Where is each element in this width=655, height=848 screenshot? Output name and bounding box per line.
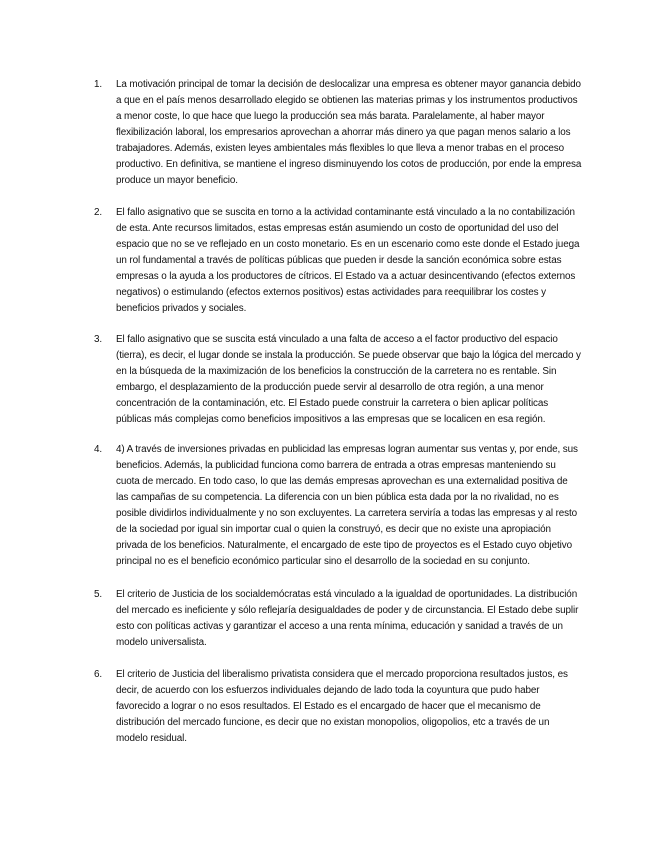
list-item-number: 6. (94, 669, 103, 680)
list-item-text: El fallo asignativo que se suscita está vinculado a una falta de acceso a el factor productivo del espacio (tierra), es decir, el lugar donde se instala la producción. Se puede observar que bajo la lógica del mercado y en la búsqueda de la maximización de los beneficios la construcción de la carretera no es rentable. Sin embargo, el desplazamiento de la producción puede servir al desarrollo de otra región, a una menor concentración de la contaminación, etc. El Estado puede construir la carretera o bien aplicar políticas públicas más complejas como beneficios impositivos a las empresas que se localicen en esa región. (116, 334, 581, 425)
list-item-text: El criterio de Justicia de los socialdemócratas está vinculado a la igualdad de oportunidades. La distribución del mercado es ineficiente y sólo reflejaría desigualdades de poder y de circunstancia. El Estado debe suplir esto con políticas activas y garantizar el acceso a una renta mínima, educación y sanidad a través de un modelo universalista. (116, 589, 579, 648)
numbered-list (94, 77, 582, 747)
list-item (94, 667, 582, 747)
list-item-text: La motivación principal de tomar la decisión de deslocalizar una empresa es obtener mayor ganancia debido a que en el país menos desarrollado elegido se obtienen las materias primas y los instrumentos productivos a menor coste, lo que hace que luego la producción sea más barata. Paralelamente, al haber mayor flexibilización laboral, los empresarios aprovechan a ahorrar más dinero ya que pagan menos salario a los trabajadores. Además, existen leyes ambientales más flexibles lo que lleva a menor trabas en el proceso productivo. En definitiva, se mantiene el ingreso disminuyendo los cotos de producción, por ende la empresa produce un mayor beneficio. (116, 79, 582, 186)
list-item (94, 205, 582, 317)
list-item (94, 332, 582, 428)
list-item (94, 442, 582, 570)
list-item (94, 77, 582, 189)
list-item-number: 1. (94, 79, 103, 90)
list-item-text: El criterio de Justicia del liberalismo privatista considera que el mercado proporciona resultados justos, es decir, de acuerdo con los esfuerzos individuales dejando de lado toda la coyuntura que pudo haber favorecido a lograr o no esos resultados. El Estado es el encargado de hacer que el mecanismo de distribución del mercado funcione, es decir que no existan monopolios, oligopolios, etc a través de un modelo residual. (116, 669, 568, 744)
list-item-number: 4. (94, 444, 103, 455)
list-item-number: 3. (94, 334, 103, 345)
list-item-text: El fallo asignativo que se suscita en torno a la actividad contaminante está vinculado a la no contabilización de esta. Ante recursos limitados, estas empresas están asumiendo un costo de oportunidad del uso del espacio que no se ve reflejado en un costo monetario. Es en un escenario como este donde el Estado juega un rol fundamental a través de políticas públicas que pueden ir desde la sanción económica sobre estas empresas o la ayuda a los productores de cítricos. El Estado va a actuar desincentivando (efectos externos negativos) o estimulando (efectos externos positivos) estas actividades para reequilibrar los costes y beneficios privados y sociales. (116, 207, 580, 314)
list-item-number: 5. (94, 589, 103, 600)
list-item-number: 2. (94, 207, 103, 218)
list-item (94, 587, 582, 651)
list-item-text: 4) A través de inversiones privadas en publicidad las empresas logran aumentar sus ventas y, por ende, sus beneficios. Además, la publicidad funciona como barrera de entrada a otras empresas manteniendo su cuota de mercado. En todo caso, lo que las demás empresas aprovechan es una externalidad positiva de las campañas de su competencia. La diferencia con un bien pública esta dada por la no rivalidad, no es posible dividirlos individualmente y no son excluyentes. La carretera serviría a todas las empresas y al resto de la sociedad por igual sin importar cual o quien la construyó, es decir que no existe una apropiación privada de los beneficios. Naturalmente, el encargado de este tipo de proyectos es el Estado cuyo objetivo principal no es el beneficio económico particular sino el desarrollo de la sociedad en su conjunto. (116, 444, 578, 567)
